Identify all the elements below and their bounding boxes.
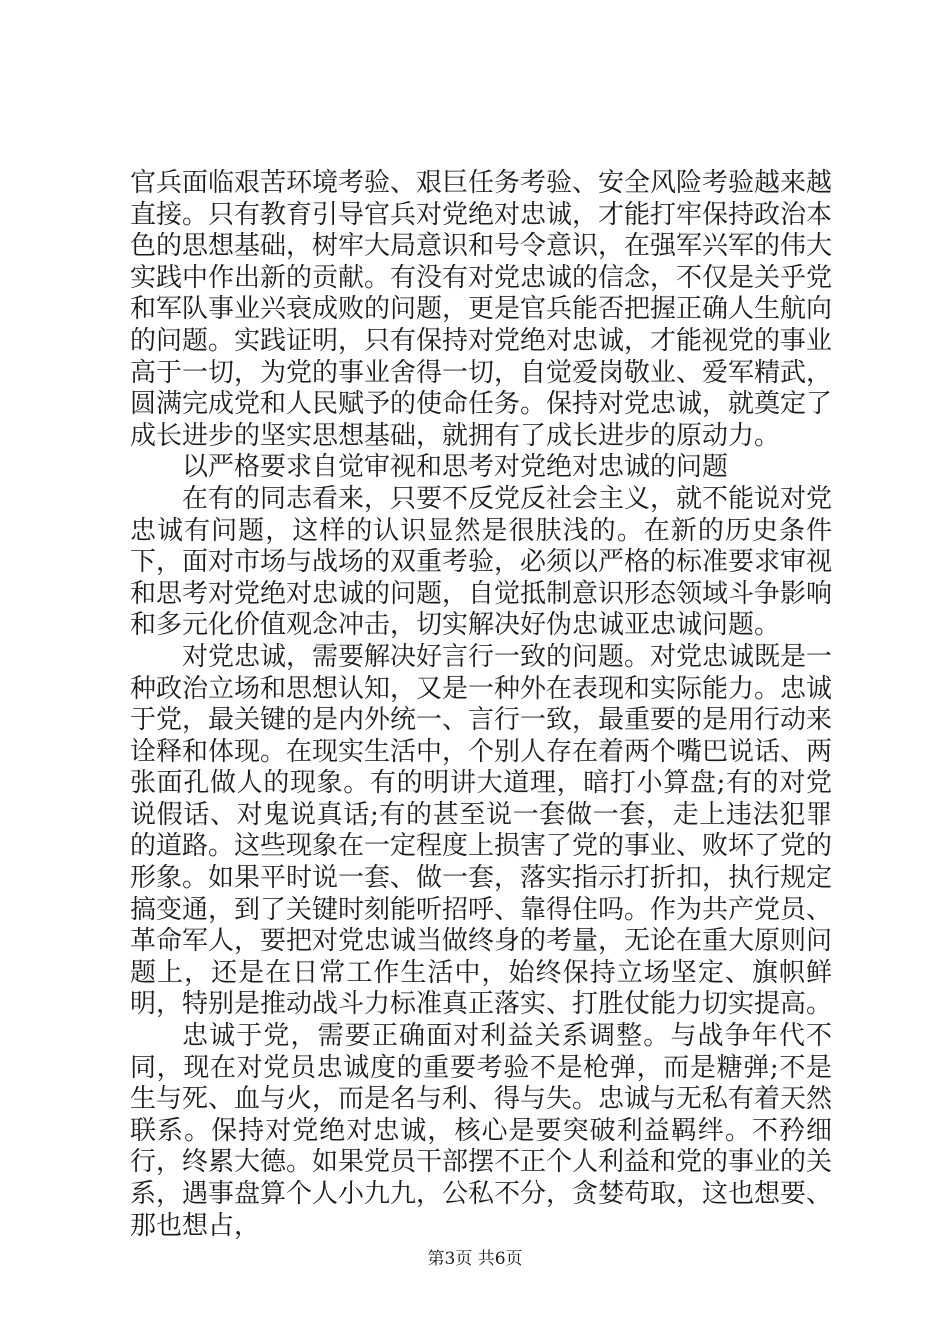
paragraph: 忠诚于党，需要正确面对利益关系调整。与战争年代不同，现在对党员忠诚度的重要考验不是枪弹，而是糖弹;不是生与死、血与火，而是名与利、得与失。忠诚与无私有着天然联系。保持对党绝对忠诚，核心是要突破利益羁绊。不矜细行，终累大德。如果党员干部摆不正个人利益和党的事业的关系，遇事盘算个人小九九，公私不分，贪婪苟取，这也想要、那也想占， [130, 1021, 833, 1241]
paragraph: 对党忠诚，需要解决好言行一致的问题。对党忠诚既是一种政治立场和思想认知，又是一种外在表现和实际能力。忠诚于党，最关键的是内外统一、言行一致，最重要的是用行动来诠释和体现。在现实生活中，个别人存在着两个嘴巴说话、两张面孔做人的现象。有的明讲大道理，暗打小算盘;有的对党说假话、对鬼说真话;有的甚至说一套做一套，走上违法犯罪的道路。这些现象在一定程度上损害了党的事业、败坏了党的形象。如果平时说一套、做一套，落实指示打折扣，执行规定搞变通，到了关键时刻能听招呼、靠得住吗。作为共产党员、革命军人，要把对党忠诚当做终身的考量，无论在重大原则问题上，还是在日常工作生活中，始终保持立场坚定、旗帜鲜明，特别是推动战斗力标准真正落实、打胜仗能力切实提高。 [130, 641, 833, 1020]
section-heading: 以严格要求自觉审视和思考对党绝对忠诚的问题 [182, 452, 729, 483]
paragraph: 在有的同志看来，只要不反党反社会主义，就不能说对党忠诚有问题，这样的认识显然是很肤浅的。在新的历史条件下，面对市场与战场的双重考验，必须以严格的标准要求审视和思考对党绝对忠诚的问题，自觉抵制意识形态领域斗争影响和多元化价值观念冲击，切实解决好伪忠诚亚忠诚问题。 [130, 483, 833, 641]
paragraph-continuation: 官兵面临艰苦环境考验、艰巨任务考验、安全风险考验越来越直接。只有教育引导官兵对党绝对忠诚，才能打牢保持政治本色的思想基础，树牢大局意识和号令意识，在强军兴军的伟大实践中作出新的贡献。有没有对党忠诚的信念，不仅是关乎党和军队事业兴衰成败的问题，更是官兵能否把握正确人生航向的问题。实践证明，只有保持对党绝对忠诚，才能视党的事业高于一切，为党的事业舍得一切，自觉爱岗敬业、爱军精武，圆满完成党和人民赋予的使命任务。保持对党忠诚，就奠定了成长进步的坚实思想基础，就拥有了成长进步的原动力。 [130, 168, 833, 451]
document-body [130, 168, 832, 1242]
page-number-footer: 第3页 共6页 [427, 1249, 523, 1269]
